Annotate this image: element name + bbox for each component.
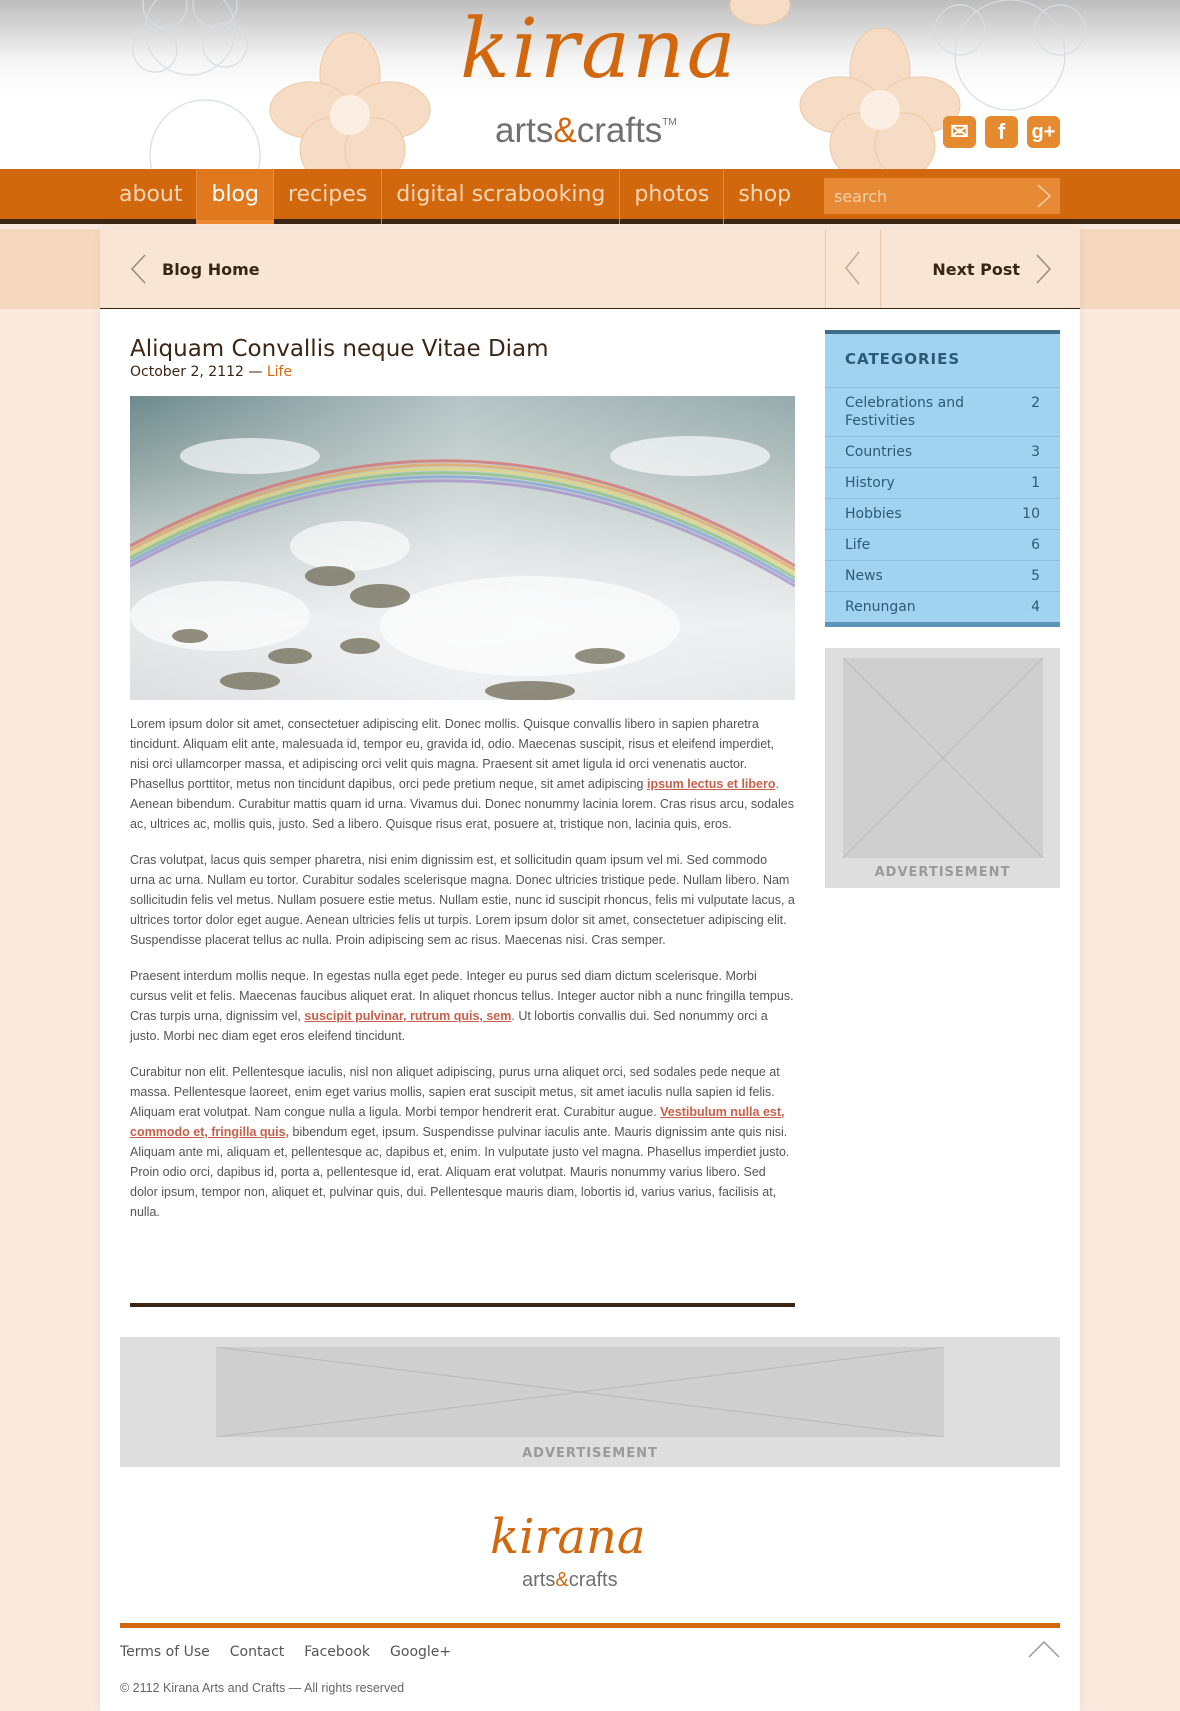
post-title: Aliquam Convallis neque Vitae Diam	[130, 336, 549, 362]
search-arrow-icon[interactable]	[1036, 184, 1052, 208]
ad-label: ADVERTISEMENT	[874, 865, 1011, 880]
category-count: 5	[1031, 568, 1040, 584]
category-count: 6	[1031, 537, 1040, 553]
nav-item-blog[interactable]: blog	[197, 169, 274, 224]
post-date: October 2, 2112	[130, 364, 244, 380]
nav-item-digital-scrabooking[interactable]: digital scrabooking	[382, 169, 620, 224]
back-to-top-icon[interactable]	[1028, 1639, 1060, 1659]
facebook-icon[interactable]: f	[985, 116, 1018, 148]
post-paragraph: Curabitur non elit. Pellentesque iaculis, nisl non aliquet adipiscing, purus urna aliquet orci, sed sodales pede neque at massa. Pellentesque laoreet, enim eget varius mollis, sapien erat suscipit metus, sit amet iaculis nulla sapien id felis. Aliquam erat volutpat. Nam congue nulla a ligula. Morbi tempor hendrerit erat. Curabitur augue. Vestibulum nulla est, commodo et, fringilla quis, bibendum eget, ipsum. Suspendisse pulvinar iaculis ante. Mauris dignissim ante quis nisi. Aliquam ante mi, aliquam et, pellentesque ac, dapibus et, enim. In vulputate justo vel magna. Phasellus imperdiet justo. Proin odio orci, dapibus id, porta a, pellentesque id, erat. Aliquam erat volutpat. Mauris nonummy varius libero. Sed dolor ipsum, tempor non, aliquet et, pulvinar quis, dui. Pellentesque mauris diam, lobortis id, varius varius, facilisis at, nulla.	[130, 1065, 790, 1219]
search-input[interactable]	[824, 178, 1024, 214]
next-post-link[interactable]	[882, 251, 1052, 287]
category-item[interactable]: Hobbies 10	[825, 499, 1060, 530]
site-header	[0, 0, 1180, 169]
blog-home-label: Blog Home	[162, 259, 260, 279]
footer-divider	[120, 1623, 1060, 1628]
meta-separator: —	[248, 364, 263, 380]
category-item[interactable]: News 5	[825, 561, 1060, 592]
prev-post-button[interactable]	[825, 229, 881, 308]
ad-label: ADVERTISEMENT	[522, 1446, 658, 1461]
logo-tagline: arts&crafts™	[495, 111, 677, 150]
nav-item-shop[interactable]: shop	[738, 182, 792, 207]
category-count: 10	[1022, 506, 1040, 522]
ad-placeholder	[216, 1347, 944, 1437]
mail-icon[interactable]: ✉	[943, 116, 976, 148]
category-item[interactable]: Celebrations and Festivities 2	[825, 388, 1060, 437]
post-category-link[interactable]: Life	[266, 364, 293, 380]
footer-link-terms[interactable]: Terms of Use	[120, 1644, 210, 1660]
post-meta	[130, 364, 795, 380]
categories-title: CATEGORIES	[825, 334, 1060, 388]
blog-post	[130, 334, 795, 1222]
next-post-label: Next Post	[932, 259, 1020, 279]
main-nav	[0, 169, 1180, 224]
inline-link[interactable]: ipsum lectus et libero	[646, 777, 776, 791]
footer-logo[interactable]	[490, 1509, 690, 1599]
logo-wordmark: kirana	[460, 2, 738, 97]
post-paragraph: Lorem ipsum dolor sit amet, consectetuer adipiscing elit. Donec mollis. Quisque convallis libero in sapien pharetra tincidunt. Aliquam elit ante, malesuada id, tempor eu, gravida id, odio. Maecenas suscipit, risus et eleifend imperdiet, nisi orci ullamcorper massa, et adipiscing orci velit quis magna. Praesent sit amet ligula id orci venenatis auctor. Phasellus porttitor, metus non tincidunt dapibus, orci pede pretium neque, sit amet adipiscing ipsum lectus et libero. Aenean bibendum. Curabitur mattis quam id urna. Vivamus dui. Donec nonummy lacinia lorem. Cras risus arcu, sodales ac, ultrices ac, mollis quis, justo. Sed a libero. Quisque risus erat, posuere at, tristique non, lacinia quis, eros.	[130, 717, 794, 831]
post-paragraph: Praesent interdum mollis neque. In egestas nulla eget pede. Integer eu purus sed diam dictum scelerisque. Morbi cursus velit et felis. Maecenas faucibus aliquet erat. In aliquet rhoncus tellus. Integer auctor nibh a nunc fringilla tempus. Cras turpis urna, dignissim vel, suscipit pulvinar, rutrum quis, sem. Ut lobortis convallis dui. Sed nonummy orci a justo. Morbi nec diam eget eros eleifend tincidunt.	[130, 969, 794, 1043]
banner-ad[interactable]	[120, 1337, 1060, 1467]
nav-item-about[interactable]: about	[105, 169, 197, 224]
category-count: 3	[1031, 444, 1040, 460]
footer-link-contact[interactable]: Contact	[229, 1644, 285, 1660]
chevron-right-icon	[1036, 254, 1052, 284]
chevron-left-icon	[844, 251, 860, 285]
category-count: 4	[1031, 599, 1040, 615]
category-item[interactable]: Renungan 4	[845, 599, 1040, 615]
category-count: 1	[1031, 475, 1040, 491]
chevron-left-icon	[130, 254, 146, 284]
site-logo[interactable]	[420, 2, 760, 153]
inline-link[interactable]: Vestibulum nulla est, commodo et, fringilla quis,	[130, 1105, 785, 1139]
categories-widget	[825, 330, 1060, 627]
post-body	[130, 714, 795, 1222]
nav-item-recipes[interactable]: recipes	[274, 169, 382, 224]
post-hero-image	[130, 396, 795, 700]
footer-logo-tagline: arts&crafts	[522, 1569, 618, 1591]
sidebar-ad[interactable]	[825, 648, 1060, 888]
footer-link-facebook[interactable]: Facebook	[304, 1644, 371, 1660]
category-count: 2	[1031, 395, 1040, 411]
footer-link-google-plus[interactable]: Google+	[390, 1644, 452, 1660]
category-item[interactable]: Life 6	[825, 530, 1060, 561]
category-item[interactable]: History 1	[825, 468, 1060, 499]
footer-links	[120, 1644, 471, 1660]
nav-item-photos[interactable]: photos	[620, 169, 724, 224]
search-box	[824, 178, 1060, 214]
footer-logo-wordmark: kirana	[490, 1509, 646, 1565]
google-plus-icon[interactable]: g+	[1027, 116, 1060, 148]
post-navigation	[100, 229, 1080, 309]
page-container	[100, 229, 1080, 1711]
category-item[interactable]: Countries 3	[825, 437, 1060, 468]
ad-placeholder	[843, 658, 1043, 858]
article-divider	[130, 1303, 795, 1307]
post-paragraph: Cras volutpat, lacus quis semper pharetra, nisi enim dignissim est, et sollicitudin quam ipsum vel mi. Sed commodo urna ac urna. Nullam eu tortor. Curabitur sodales scelerisque magna. Donec ultricies tristique pede. Nullam libero. Nam sollicitudin felis vel metus. Nullam posuere estie metus. Nullam estie, nunc id suscipit rhoncus, felis mi vulputate lacus, a ultrices tortor dolor eget augue. Aenean ultricies felis ut turpis. Lorem ipsum dolor sit amet, consectetuer adipiscing elit. Suspendisse placerat tellus ac nulla. Proin adipiscing sem ac risus. Maecenas nisi. Cras semper.	[130, 853, 795, 947]
blog-home-link[interactable]	[130, 251, 260, 287]
waterfall-rainbow-image	[130, 396, 795, 700]
inline-link[interactable]: suscipit pulvinar, rutrum quis, sem	[304, 1009, 512, 1023]
copyright: © 2112 Kirana Arts and Crafts — All rights reserved	[120, 1681, 405, 1695]
